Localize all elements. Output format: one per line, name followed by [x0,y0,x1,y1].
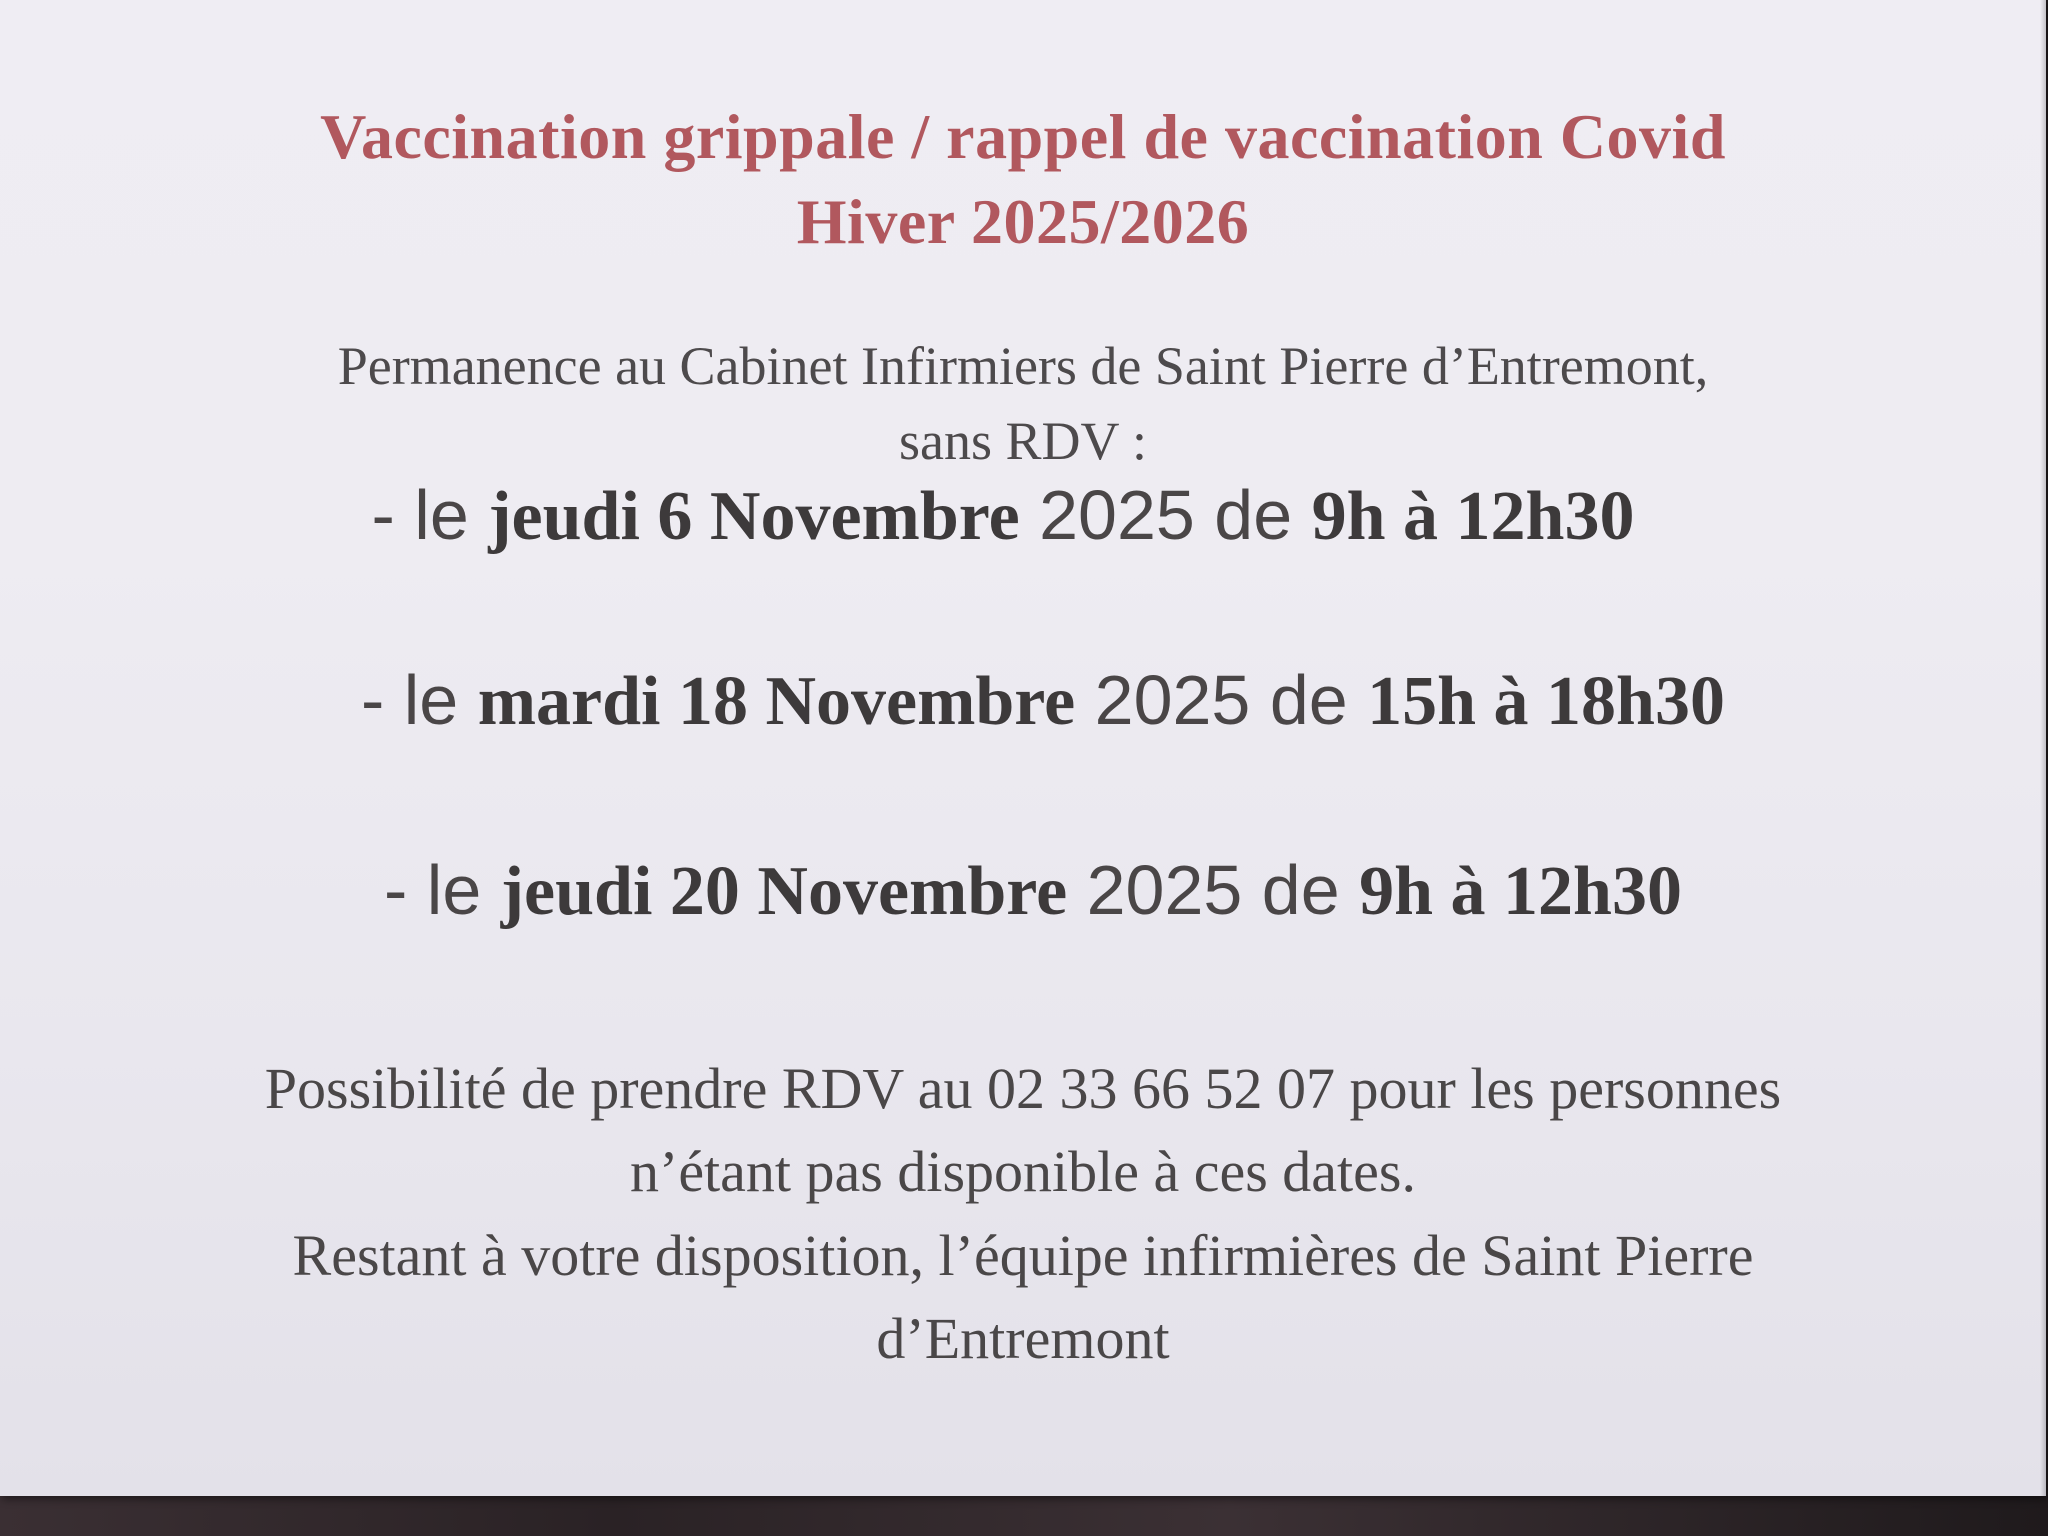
session-2 [20,660,2048,742]
session-2-prefix: - le [360,661,478,739]
session-1-year: 2025 [1019,476,1215,554]
footer-line-1: Possibilité de prendre RDV au 02 33 66 52 07 pour les personnes [264,1056,1782,1121]
session-1-de: de [1214,476,1312,554]
session-3-hours: 9h à 12h30 [1359,853,1682,930]
session-3-prefix: - le [384,851,501,929]
session-3 [10,850,2048,932]
session-1-hours: 9h à 12h30 [1311,478,1635,555]
title-line-1: Vaccination grippale / rappel de vaccination Covid [320,101,1726,172]
session-2-de: de [1269,661,1368,739]
session-2-hours: 15h à 18h30 [1367,663,1725,740]
session-1 [0,475,2026,557]
session-3-de: de [1261,851,1360,929]
footer-line-2: n’étant pas disponible à ces dates. [630,1139,1416,1204]
session-3-year: 2025 [1067,851,1262,929]
intro-line-1: Permanence au Cabinet Infirmiers de Saint Pierre d’Entremont, [337,336,1709,396]
session-1-prefix: - le [371,476,489,554]
footer-line-4: d’Entremont [876,1306,1170,1371]
session-2-year: 2025 [1075,661,1270,739]
session-3-date: jeudi 20 Novembre [500,853,1068,930]
session-1-date: jeudi 6 Novembre [488,478,1020,555]
intro-line-2: sans RDV : [898,411,1148,471]
session-2-date: mardi 18 Novembre [477,663,1076,740]
title-line-2: Hiver 2025/2026 [796,186,1250,257]
footer-line-3: Restant à votre disposition, l’équipe infirmières de Saint Pierre [292,1223,1754,1288]
